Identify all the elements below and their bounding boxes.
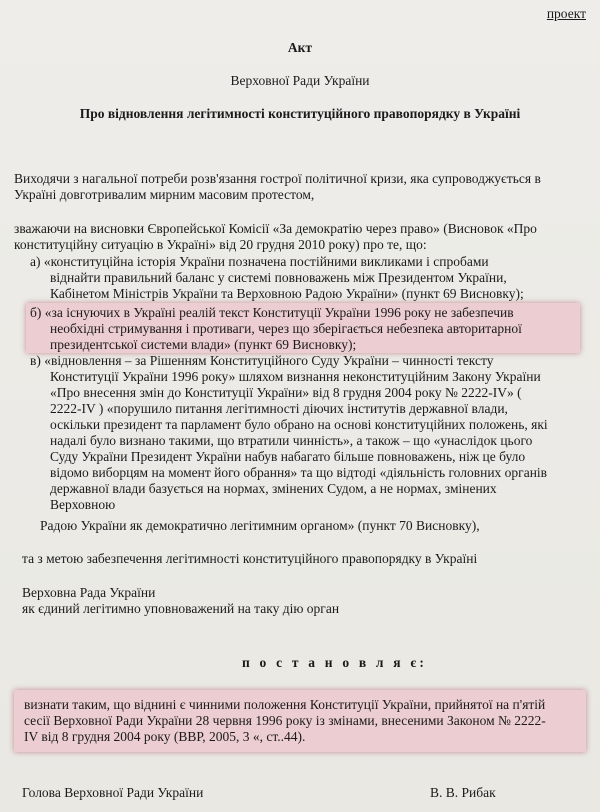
resolution-line: визнати таким, що віднині є чинними положення Конституції України, прийнятої на п'ятій — [24, 697, 546, 712]
doc-type: Акт — [287, 40, 313, 55]
item-c-line: Конституції України 1996 року» шляхом визнання неконституційним Закону України — [50, 369, 541, 384]
highlight-item-b — [26, 303, 580, 353]
item-c-line: Суду України Президент України набув набагато більше повноважень, ніж це було — [50, 449, 526, 464]
item-a-line: Кабінетом Міністрів України та Верховною Радою України» (пункт 69 Висновку); — [50, 286, 524, 301]
body-subject-line: як єдиний легітимно уповноважений на таку дію орган — [22, 601, 340, 616]
preamble-line: Україні довготривалим мирним масовим протестом, — [14, 187, 315, 202]
item-a-line: а) «конституційна історія України позначена постійними викликами і спробами — [30, 254, 489, 269]
considering-line: конституційну ситуацію в Україні» від 20 грудня 2010 року) про те, що: — [14, 237, 427, 252]
purpose-clause: та з метою забезпечення легітимності конституційного правопорядку в Україні — [22, 551, 478, 566]
item-c-line: державної влади базується на нормах, змінених Судом, а не нормах, змінених — [50, 481, 497, 496]
item-c-line: «Про внесення змін до Конституції України» від 8 грудня 2004 року № 2222-IV» ( — [50, 385, 522, 400]
resolution-line: сесії Верховної Ради України 28 червня 1996 року із змінами, внесеними Законом № 2222- — [24, 713, 546, 728]
issuer: Верховної Ради України — [230, 73, 370, 88]
body-subject-line: Верховна Рада України — [22, 585, 156, 600]
item-c-line: оскільки президент та парламент було обрано на основі конституційних положень, які — [50, 417, 548, 432]
item-c-line: Верховною — [50, 497, 116, 512]
item-b-line: президентської системи влади» (пункт 69 Висновку); — [50, 337, 357, 352]
considering-line: зважаючи на висновки Європейської Комісії «За демократію через право» (Висновок «Про — [14, 221, 537, 236]
item-c-line: Радою України як демократично легітимним органом» (пункт 70 Висновку), — [40, 518, 480, 533]
item-b-line: б) «за існуючих в Україні реалій текст Конституції України 1996 року не забезпечив — [30, 305, 514, 320]
item-b-line: необхідні стримування і противаги, через що зберігається небезпека авторитарної — [50, 321, 522, 336]
signature-name: В. В. Рибак — [430, 785, 496, 800]
doc-title: Про відновлення легітимності конституційного правопорядку в Україні — [79, 106, 521, 121]
draft-label: проект — [546, 6, 586, 21]
signature-position: Голова Верховної Ради України — [22, 785, 204, 800]
resolution-line: IV від 8 грудня 2004 року (ВВР, 2005, 3 «, ст..44). — [24, 729, 306, 744]
item-a-line: віднайти правильний баланс у системі повноважень між Президентом України, — [50, 270, 507, 285]
item-c-line: надалі було визнано такими, що втратили чинність», а також – що «унаслідок цього — [50, 433, 533, 448]
item-c-line: відомо виборцям на момент його обрання» та що відтоді «діяльність головних органів — [50, 465, 548, 480]
item-c-line: 2222-IV ) «порушило питання легітимності діючих інститутів державної влади, — [50, 401, 508, 416]
preamble-line: Виходячи з нагальної потреби розв'язання гострої політичної кризи, яка супроводжується в — [14, 171, 541, 186]
highlight-resolution — [14, 690, 586, 752]
item-c-line: в) «відновлення – за Рішенням Конституційного Суду України – чинності тексту — [30, 353, 494, 368]
resolves-heading: п о с т а н о в л я є: — [242, 655, 428, 670]
